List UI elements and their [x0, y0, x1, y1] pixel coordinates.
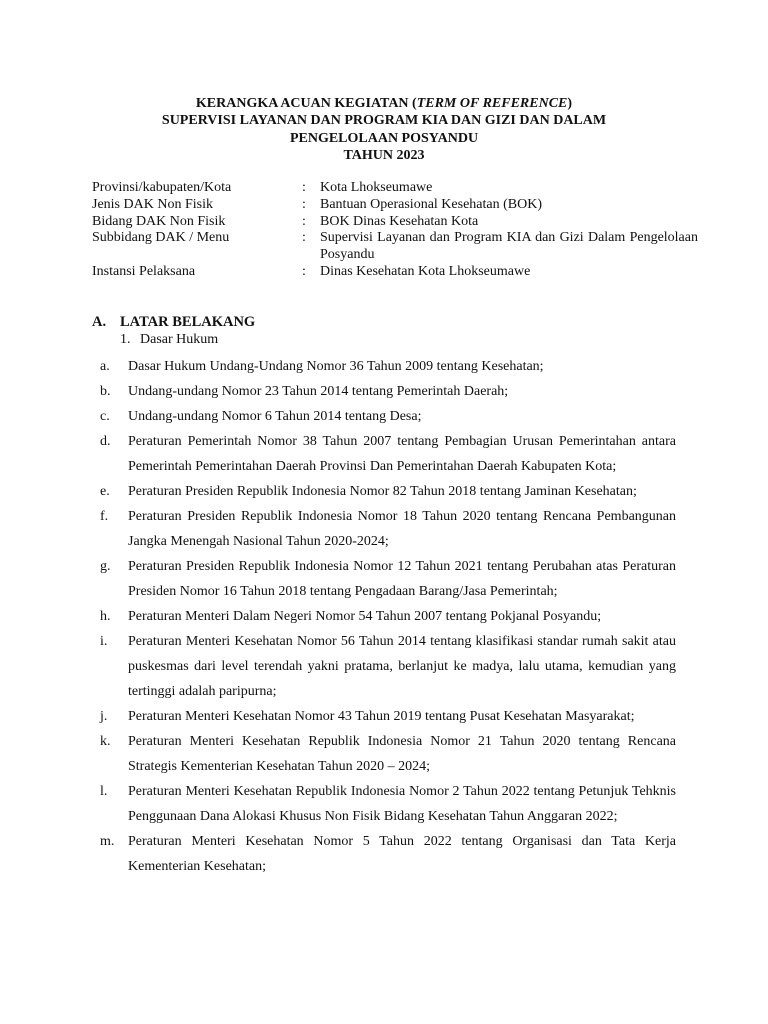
list-item-text: Peraturan Menteri Kesehatan Nomor 43 Tahun 2019 tentang Pusat Kesehatan Masyarakat; — [128, 709, 635, 724]
list-item — [92, 829, 676, 879]
title-line-2: SUPERVISI LAYANAN DAN PROGRAM KIA DAN GIZI DAN DALAM — [161, 113, 607, 129]
list-item — [92, 504, 676, 554]
list-item-text: Undang-undang Nomor 6 Tahun 2014 tentang Desa; — [128, 409, 422, 424]
info-value: Kota Lhokseumawe — [320, 180, 433, 195]
list-item-letter: h. — [100, 609, 111, 624]
section-letter: A. — [92, 314, 107, 330]
info-label: Subbidang DAK / Menu — [92, 230, 230, 246]
list-item — [92, 629, 676, 704]
list-item-letter: g. — [100, 559, 111, 574]
list-item-text: Peraturan Pemerintah Nomor 38 Tahun 2007 tentang Pembagian Urusan Pemerintahan antara Pemerintah Pemerintahan Daerah Provinsi Dan Pemerintahan Daerah Kabupaten Kota; — [128, 434, 676, 474]
list-item — [92, 354, 676, 379]
list-item-letter: m. — [100, 834, 115, 849]
info-row-provinsi — [92, 180, 698, 197]
list-item — [92, 554, 676, 604]
info-table — [92, 180, 698, 281]
list-item-letter: i. — [100, 634, 108, 649]
info-label: Jenis DAK Non Fisik — [92, 196, 213, 212]
section-title: LATAR BELAKANG — [120, 314, 256, 330]
title-italic: TERM OF REFERENCE — [416, 96, 568, 111]
info-value: Bantuan Operasional Kesehatan (BOK) — [320, 196, 542, 212]
info-label: Instansi Pelaksana — [92, 263, 196, 279]
info-row-bidang — [92, 214, 698, 231]
list-item — [92, 604, 676, 629]
list-item-text: Peraturan Menteri Kesehatan Nomor 56 Tahun 2014 tentang klasifikasi standar rumah sakit atau puskesmas dari level terendah yakni pratama, berlanjut ke madya, lalu utama, kemudian yang tertinggi adalah paripurna; — [128, 634, 676, 699]
list-item-text: Peraturan Presiden Republik Indonesia Nomor 82 Tahun 2018 tentang Jaminan Kesehatan; — [128, 484, 637, 499]
info-value: BOK Dinas Kesehatan Kota — [320, 213, 479, 229]
list-item — [92, 479, 676, 504]
list-item — [92, 429, 676, 479]
list-item-letter: b. — [100, 384, 111, 399]
title-line-3: PENGELOLAAN POSYANDU — [289, 130, 479, 146]
list-item-text: Peraturan Presiden Republik Indonesia Nomor 12 Tahun 2021 tentang Perubahan atas Peraturan Presiden Nomor 16 Tahun 2018 tentang Pengadaan Barang/Jasa Pemerintah; — [128, 559, 676, 599]
subsection-title: Dasar Hukum — [140, 332, 219, 347]
section-heading — [92, 314, 255, 331]
info-value: Dinas Kesehatan Kota Lhokseumawe — [320, 263, 531, 279]
info-label: Bidang DAK Non Fisik — [92, 213, 226, 229]
list-item-letter: a. — [100, 359, 110, 374]
list-item — [92, 379, 676, 404]
list-item — [92, 729, 676, 779]
info-colon: : — [302, 180, 306, 195]
list-item-text: Dasar Hukum Undang-Undang Nomor 36 Tahun 2009 tentang Kesehatan; — [128, 359, 544, 374]
list-item-letter: j. — [100, 709, 108, 724]
list-item-letter: d. — [100, 434, 111, 449]
list-item — [92, 779, 676, 829]
list-item-text: Peraturan Menteri Dalam Negeri Nomor 54 Tahun 2007 tentang Pokjanal Posyandu; — [128, 609, 602, 624]
info-colon: : — [302, 263, 306, 279]
law-list — [92, 354, 676, 879]
list-item-letter: e. — [100, 484, 110, 499]
list-item-letter: c. — [100, 409, 110, 424]
list-item-text: Peraturan Menteri Kesehatan Republik Indonesia Nomor 21 Tahun 2020 tentang Rencana Strategis Kementerian Kesehatan Tahun 2020 – 2024; — [128, 734, 676, 774]
title-line-1: KERANGKA ACUAN KEGIATAN (TERM OF REFERENCE) — [195, 96, 573, 111]
info-row-subbidang — [92, 230, 698, 264]
list-item-letter: l. — [100, 784, 108, 799]
title-line-4: TAHUN 2023 — [343, 148, 425, 164]
info-row-jenis — [92, 197, 698, 214]
info-value: Supervisi Layanan dan Program KIA dan Gizi Dalam Pengelolaan Posyandu — [320, 230, 698, 263]
list-item — [92, 404, 676, 429]
list-item-letter: f. — [100, 509, 109, 524]
list-item — [92, 704, 676, 729]
list-item-text: Peraturan Presiden Republik Indonesia Nomor 18 Tahun 2020 tentang Rencana Pembangunan Jangka Menengah Nasional Tahun 2020-2024; — [128, 509, 676, 549]
document-title — [0, 95, 768, 165]
info-colon: : — [302, 230, 306, 246]
info-row-instansi — [92, 264, 698, 281]
subsection-number: 1. — [120, 332, 131, 347]
subsection-heading — [120, 331, 218, 348]
list-item-text: Undang-undang Nomor 23 Tahun 2014 tentang Pemerintah Daerah; — [128, 384, 509, 399]
list-item-letter: k. — [100, 734, 111, 749]
list-item-text: Peraturan Menteri Kesehatan Republik Indonesia Nomor 2 Tahun 2022 tentang Petunjuk Tehknis Penggunaan Dana Alokasi Khusus Non Fisik Bidang Kesehatan Tahun Anggaran 2022; — [128, 784, 676, 824]
info-colon: : — [302, 196, 306, 212]
info-colon: : — [302, 213, 306, 229]
info-label: Provinsi/kabupaten/Kota — [92, 180, 232, 195]
list-item-text: Peraturan Menteri Kesehatan Nomor 5 Tahun 2022 tentang Organisasi dan Tata Kerja Kementerian Kesehatan; — [128, 834, 676, 874]
